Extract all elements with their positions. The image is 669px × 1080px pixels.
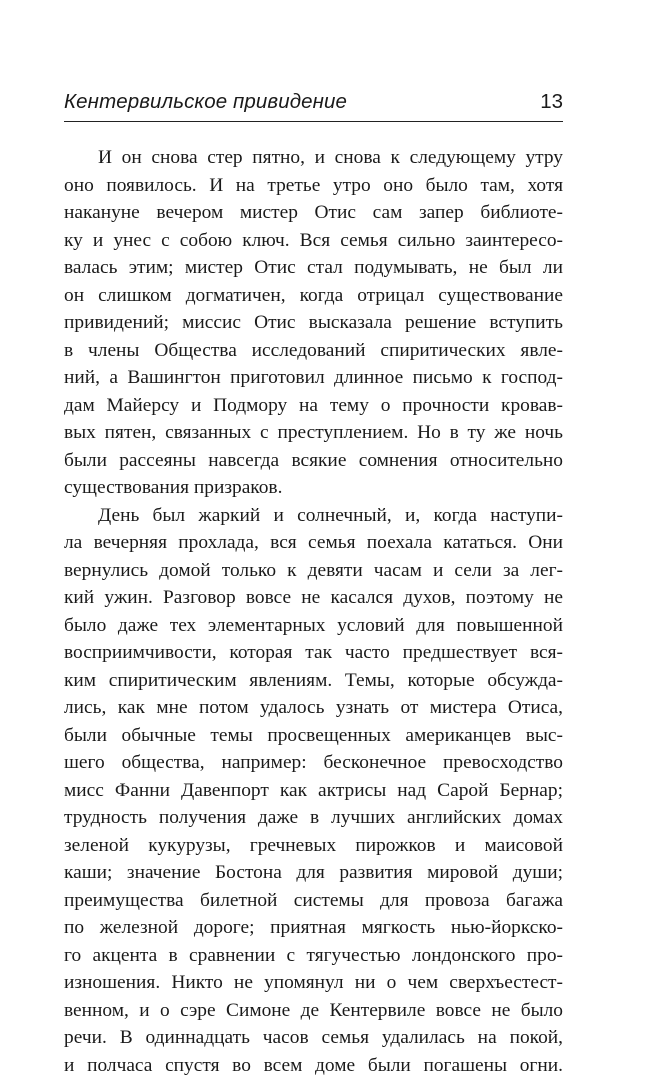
text-line: по железной дороге; приятная мягкость нью-йоркско- <box>64 917 563 938</box>
text-line: го акцента в сравнении с тягучестью лондонского про- <box>64 944 563 966</box>
text-line: мисс Фанни Давенпорт как актрисы над Сарой Бернар; <box>64 779 563 801</box>
paragraph <box>64 144 563 502</box>
text-line: И он снова стер пятно, и снова к следующему утру <box>98 147 563 168</box>
text-line: зеленой кукурузы, гречневых пирожков и маисовой <box>64 834 563 856</box>
text-line: вернулись домой только к девяти часам и сели за лег- <box>64 559 563 581</box>
text-line: он слишком догматичен, когда отрицал существование <box>64 284 563 306</box>
text-line: были обычные темы просвещенных американцев выс- <box>64 724 563 746</box>
text-line: и полчаса спустя во всем доме были погашены огни. <box>64 1054 563 1076</box>
text-line: лись, как мне потом удалось узнать от мистера Отиса, <box>64 697 563 718</box>
text-line: дам Майерсу и Подмору на тему о прочности кровав- <box>64 394 563 416</box>
text-line: вых пятен, связанных с преступлением. Но в ту же ночь <box>64 422 563 443</box>
body-text <box>64 144 563 1079</box>
paragraph <box>64 502 563 1080</box>
text-line: в члены Общества исследований спиритических явле- <box>64 339 563 361</box>
text-line: речи. В одиннадцать часов семья удалилась на покой, <box>64 1027 563 1048</box>
text-line: ку и унес с собою ключ. Вся семья сильно заинтересо- <box>64 229 563 251</box>
page-number: 13 <box>540 90 563 113</box>
text-line: День был жаркий и солнечный, и, когда наступи- <box>98 504 563 526</box>
header-rule <box>64 121 563 122</box>
text-line: трудность получения даже в лучших английских домах <box>64 807 563 828</box>
text-line: каши; значение Бостона для развития мировой души; <box>64 862 563 883</box>
text-line: ким спиритическим явлениям. Темы, которые обсужда- <box>64 669 563 691</box>
text-line: ла вечерняя прохлада, вся семья поехала кататься. Они <box>64 532 563 553</box>
text-line: шего общества, например: бесконечное превосходство <box>64 752 563 773</box>
text-line: оно появилось. И на третье утро оно было там, хотя <box>64 174 563 196</box>
text-line: кий ужин. Разговор вовсе не касался духов, поэтому не <box>64 587 563 608</box>
text-line: венном, и о сэре Симоне де Кентервиле вовсе не было <box>64 999 563 1021</box>
text-line: привидений; миссис Отис высказала решение вступить <box>64 312 563 333</box>
text-line: ний, а Вашингтон приготовил длинное письмо к господ- <box>64 367 563 388</box>
text-line: были рассеяны навсегда всякие сомнения относительно <box>64 449 563 471</box>
text-line: восприимчивости, которая так часто предшествует вся- <box>64 642 563 663</box>
text-line: накануне вечером мистер Отис сам запер библиоте- <box>64 202 563 223</box>
text-line: преимущества билетной системы для провоза багажа <box>64 889 563 911</box>
text-line: изношения. Никто не упомянул ни о чем сверхъестест- <box>64 972 563 993</box>
text-line: было даже тех элементарных условий для повышенной <box>64 614 563 636</box>
running-head <box>64 88 563 120</box>
text-line: валась этим; мистер Отис стал подумывать, не был ли <box>64 257 563 278</box>
running-title: Кентервильское привидение <box>64 90 348 113</box>
text-line: существования призраков. <box>64 477 283 498</box>
